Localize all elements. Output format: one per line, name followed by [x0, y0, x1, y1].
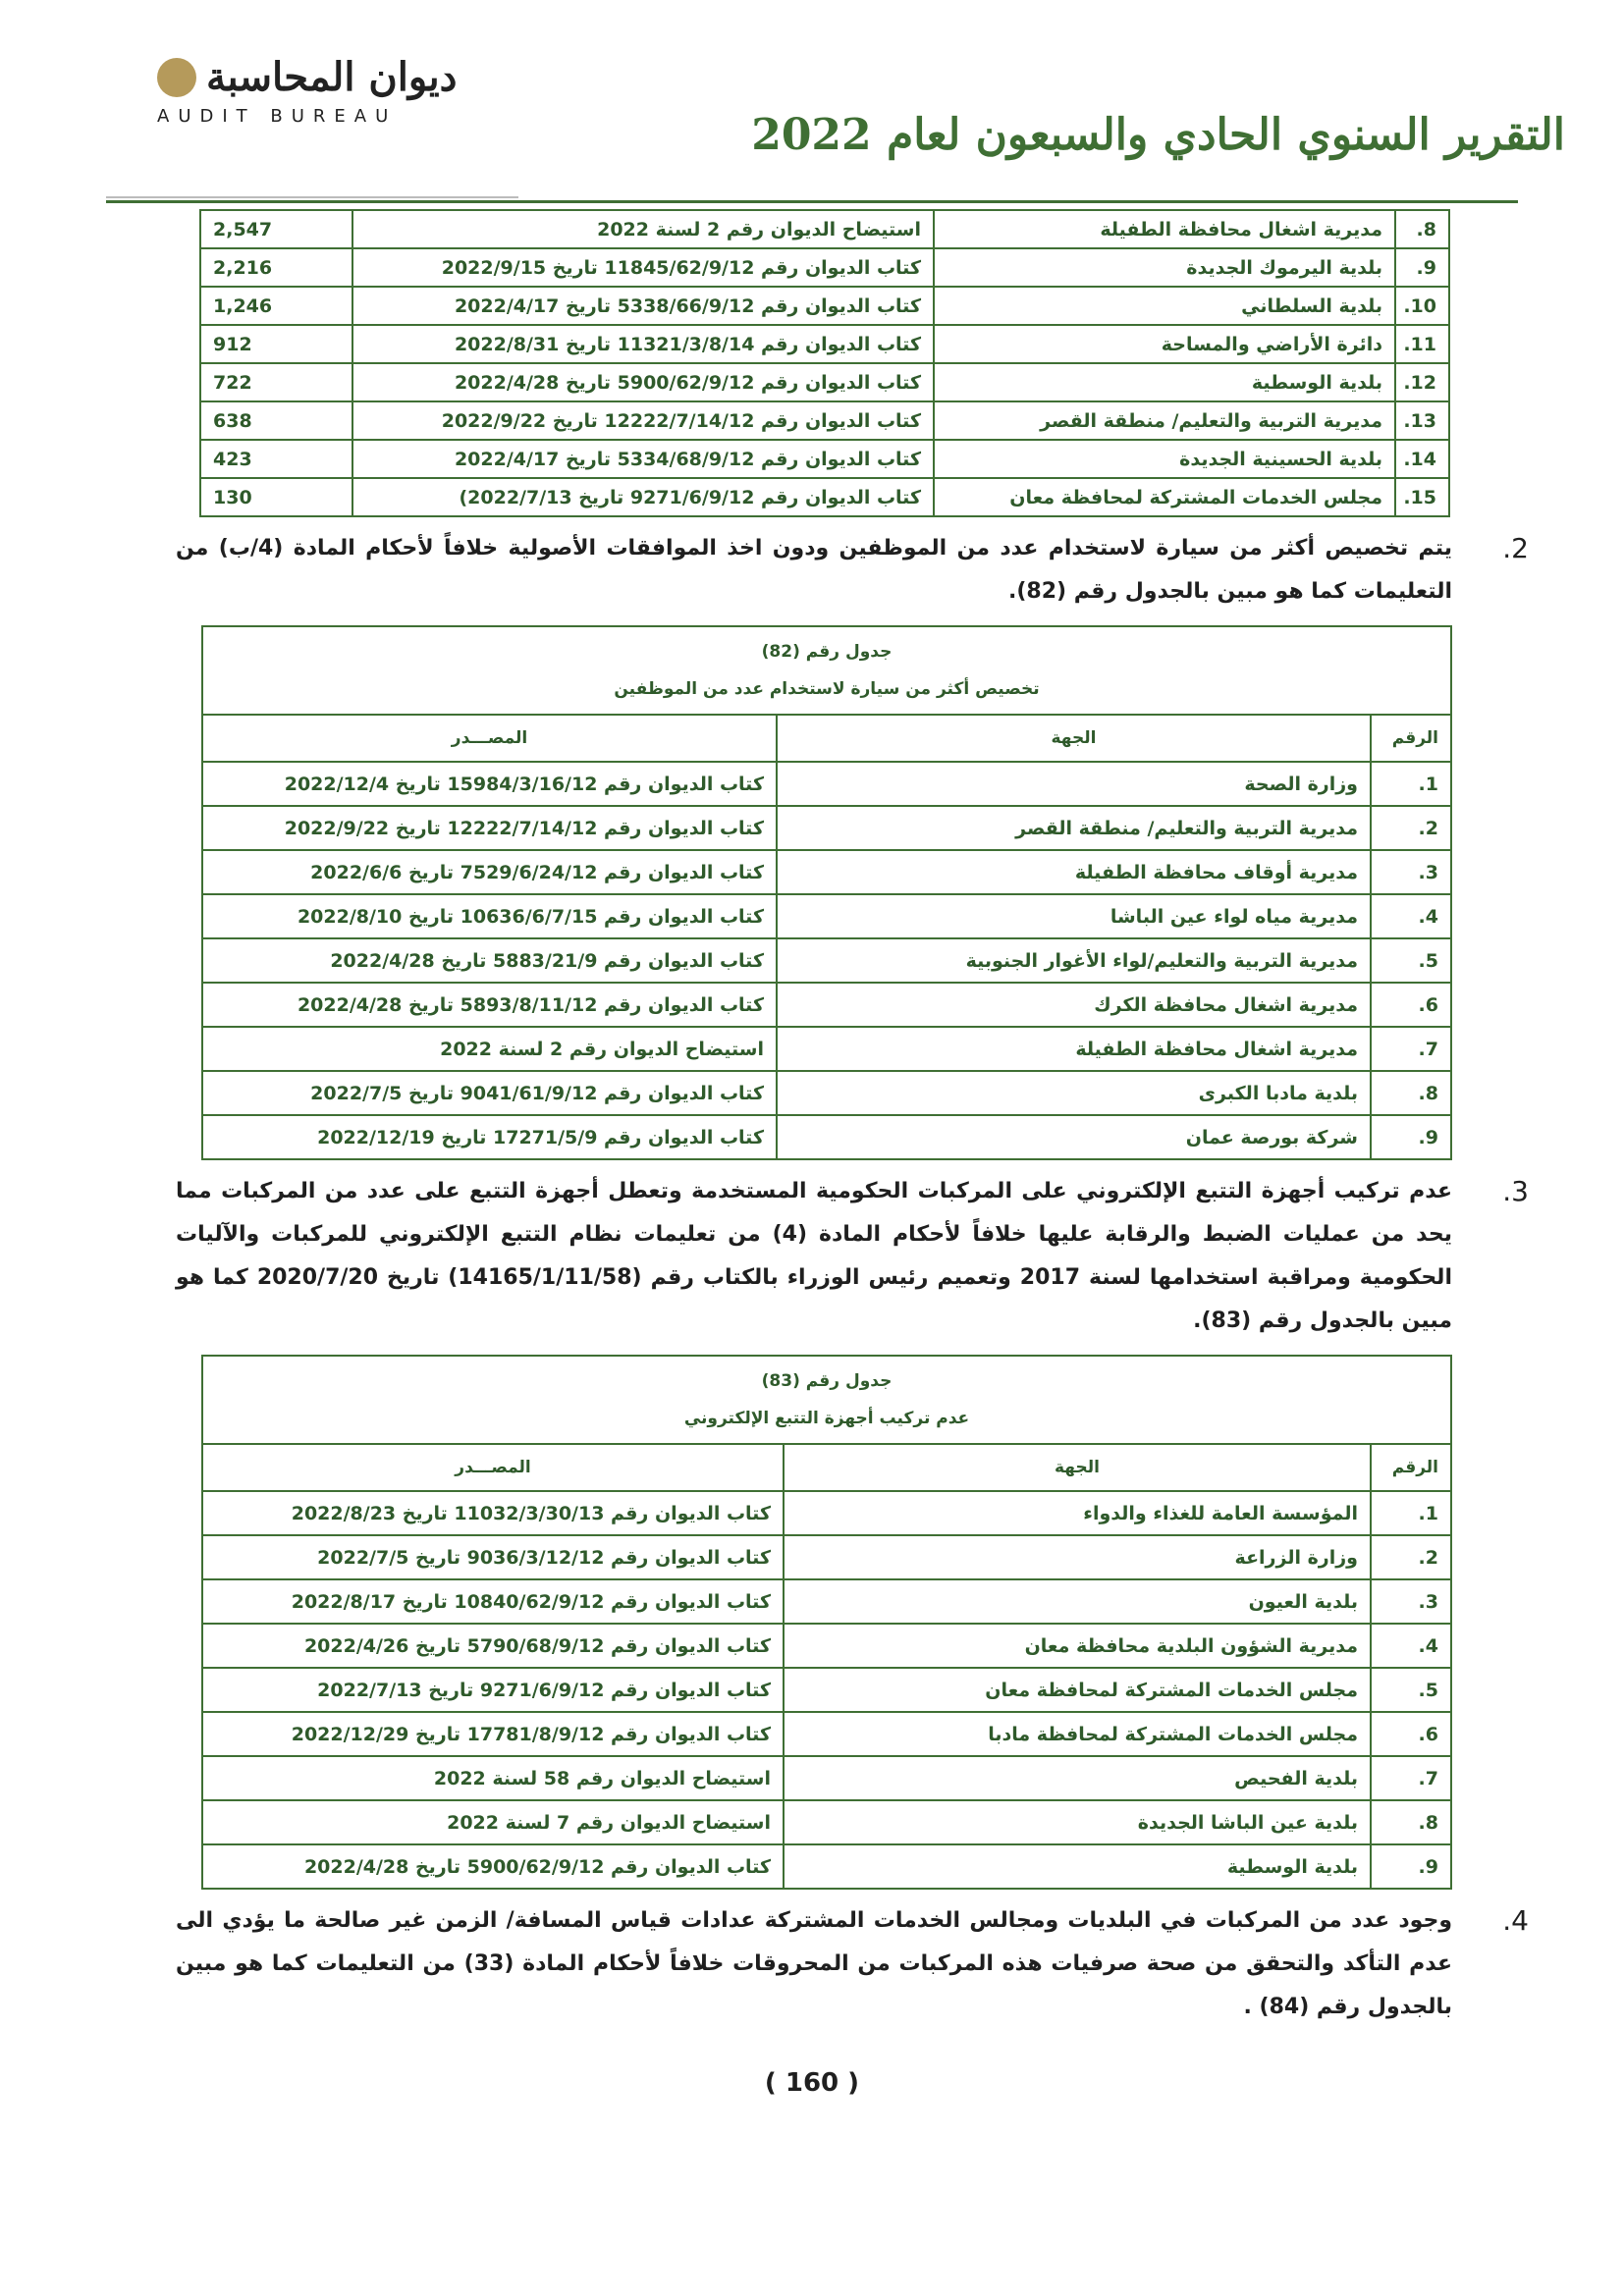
row-number: 7. — [1371, 1756, 1451, 1800]
entity-cell: مديرية التربية والتعليم/ منطقة القصر — [934, 401, 1395, 440]
seal-icon — [157, 58, 196, 97]
logo-arabic: ديوان المحاسبة — [206, 54, 458, 100]
entity-cell: بلدية الحسينية الجديدة — [934, 440, 1395, 478]
table-caption — [202, 1356, 1451, 1444]
row-number: 12. — [1395, 363, 1449, 401]
paragraph-text: وجود عدد من المركبات في البلديات ومجالس الخدمات المشتركة عدادات قياس المسافة/ الزمن غير صالحة ما يؤدي الى عدم التأكد والتحقق من صحة صرفيات هذه المركبات من المحروقات خلافاً لأحكام المادة (33) من التعليمات كما هو مبين بالجدول رقم (84) . — [176, 1908, 1452, 2019]
table-number: جدول رقم (82) — [761, 642, 893, 662]
entity-cell: مجلس الخدمات المشتركة لمحافظة معان — [784, 1668, 1371, 1712]
source-cell: كتاب الديوان رقم 5338/66/9/12 تاريخ 2022/4/17 — [352, 287, 934, 325]
value-cell: 638 — [200, 401, 352, 440]
entity-cell: بلدية العيون — [784, 1579, 1371, 1624]
source-cell: كتاب الديوان رقم 12222/7/14/12 تاريخ 2022/9/22 — [352, 401, 934, 440]
header-divider-light — [106, 196, 518, 198]
row-number: 9. — [1395, 248, 1449, 287]
table-row — [202, 1115, 1451, 1159]
source-cell: كتاب الديوان رقم 5900/62/9/12 تاريخ 2022/4/28 — [352, 363, 934, 401]
source-cell: استيضاح الديوان رقم 2 لسنة 2022 — [352, 210, 934, 248]
header-entity: الجهة — [784, 1444, 1371, 1491]
table-subtitle: تخصيص أكثر من سيارة لاستخدام عدد من الموظفين — [614, 679, 1040, 699]
table-82 — [201, 625, 1452, 1160]
header-source: المصـــدر — [202, 715, 777, 762]
source-cell: استيضاح الديوان رقم 2 لسنة 2022 — [202, 1027, 777, 1071]
entity-cell: مجلس الخدمات المشتركة لمحافظة مادبا — [784, 1712, 1371, 1756]
header-divider — [106, 200, 1518, 203]
entity-cell: بلدية الوسطية — [934, 363, 1395, 401]
table-row — [202, 1800, 1451, 1844]
row-number: 15. — [1395, 478, 1449, 516]
source-cell: كتاب الديوان رقم 5790/68/9/12 تاريخ 2022/4/26 — [202, 1624, 784, 1668]
source-cell: كتاب الديوان رقم 5893/8/11/12 تاريخ 2022/4/28 — [202, 983, 777, 1027]
entity-cell: مديرية التربية والتعليم/ منطقة القصر — [777, 806, 1371, 850]
logo-mark — [157, 54, 458, 100]
row-number: 7. — [1371, 1027, 1451, 1071]
table-continued — [199, 209, 1450, 517]
row-number: 6. — [1371, 983, 1451, 1027]
source-cell: كتاب الديوان رقم 9271/6/9/12 تاريخ 2022/7/13) — [352, 478, 934, 516]
source-cell: استيضاح الديوان رقم 58 لسنة 2022 — [202, 1756, 784, 1800]
table-83 — [201, 1355, 1452, 1890]
row-number: 3. — [1371, 850, 1451, 894]
paragraph-text: عدم تركيب أجهزة التتبع الإلكتروني على المركبات الحكومية المستخدمة وتعطل أجهزة التتبع على عدد من المركبات مما يحد من عمليات الضبط والرقابة عليها خلافاً لأحكام المادة (4) من تعليمات نظام التتبع الإلكتروني للمركبات والآليات الحكومية ومراقبة استخدامها لسنة 2017 وتعميم رئيس الوزراء بالكتاب رقم (14165/1/11/58) تاريخ 2020/7/20 كما هو مبين بالجدول رقم (83). — [176, 1179, 1452, 1333]
source-cell: كتاب الديوان رقم 5900/62/9/12 تاريخ 2022/4/28 — [202, 1844, 784, 1889]
table-row — [202, 1491, 1451, 1535]
table-row — [202, 1027, 1451, 1071]
row-number: 5. — [1371, 938, 1451, 983]
row-number: 10. — [1395, 287, 1449, 325]
source-cell: كتاب الديوان رقم 5883/21/9 تاريخ 2022/4/28 — [202, 938, 777, 983]
value-cell: 2,216 — [200, 248, 352, 287]
entity-cell: مديرية اشغال محافظة الطفيلة — [934, 210, 1395, 248]
audit-bureau-logo — [157, 54, 458, 127]
header-number: الرقم — [1371, 1444, 1451, 1491]
entity-cell: بلدية الفحيص — [784, 1756, 1371, 1800]
table-row — [202, 806, 1451, 850]
table-row — [202, 1712, 1451, 1756]
row-number: 2. — [1371, 806, 1451, 850]
table-row — [202, 938, 1451, 983]
table-row — [202, 1535, 1451, 1579]
table-subtitle: عدم تركيب أجهزة التتبع الإلكتروني — [683, 1409, 970, 1428]
entity-cell: مديرية مياه لواء عين الباشا — [777, 894, 1371, 938]
source-cell: كتاب الديوان رقم 10840/62/9/12 تاريخ 2022/8/17 — [202, 1579, 784, 1624]
page-content — [172, 209, 1529, 2098]
row-number: 4. — [1371, 894, 1451, 938]
table-row — [200, 325, 1449, 363]
header-source: المصـــدر — [202, 1444, 784, 1491]
entity-cell: وزارة الصحة — [777, 762, 1371, 806]
entity-cell: شركة بورصة عمان — [777, 1115, 1371, 1159]
source-cell: كتاب الديوان رقم 11032/3/30/13 تاريخ 2022/8/23 — [202, 1491, 784, 1535]
table-row — [202, 983, 1451, 1027]
table-row — [202, 762, 1451, 806]
table-row — [200, 363, 1449, 401]
table-number: جدول رقم (83) — [761, 1371, 893, 1391]
value-cell: 912 — [200, 325, 352, 363]
source-cell: كتاب الديوان رقم 9271/6/9/12 تاريخ 2022/7/13 — [202, 1668, 784, 1712]
row-number: 9. — [1371, 1844, 1451, 1889]
paragraph-3 — [176, 1170, 1529, 1343]
source-cell: كتاب الديوان رقم 9041/61/9/12 تاريخ 2022/7/5 — [202, 1071, 777, 1115]
entity-cell: مديرية أوقاف محافظة الطفيلة — [777, 850, 1371, 894]
table-row — [200, 248, 1449, 287]
value-cell: 130 — [200, 478, 352, 516]
row-number: 13. — [1395, 401, 1449, 440]
row-number: 1. — [1371, 762, 1451, 806]
entity-cell: مديرية الشؤون البلدية محافظة معان — [784, 1624, 1371, 1668]
row-number: 2. — [1371, 1535, 1451, 1579]
report-title: التقرير السنوي الحادي والسبعون لعام 2022 — [751, 110, 1565, 160]
table-row — [202, 1624, 1451, 1668]
row-number: 8. — [1371, 1800, 1451, 1844]
table-row — [200, 440, 1449, 478]
source-cell: استيضاح الديوان رقم 7 لسنة 2022 — [202, 1800, 784, 1844]
source-cell: كتاب الديوان رقم 17271/5/9 تاريخ 2022/12/19 — [202, 1115, 777, 1159]
table-row — [200, 478, 1449, 516]
entity-cell: مديرية التربية والتعليم/لواء الأغوار الجنوبية — [777, 938, 1371, 983]
entity-cell: وزارة الزراعة — [784, 1535, 1371, 1579]
row-number: 6. — [1371, 1712, 1451, 1756]
value-cell: 722 — [200, 363, 352, 401]
table-row — [202, 1071, 1451, 1115]
header-number: الرقم — [1371, 715, 1451, 762]
entity-cell: بلدية عين الباشا الجديدة — [784, 1800, 1371, 1844]
entity-cell: دائرة الأراضي والمساحة — [934, 325, 1395, 363]
paragraph-text: يتم تخصيص أكثر من سيارة لاستخدام عدد من الموظفين ودون اخذ الموافقات الأصولية خلافاً لأحكام المادة (4/ب) من التعليمات كما هو مبين بالجدول رقم (82). — [176, 536, 1452, 604]
row-number: 11. — [1395, 325, 1449, 363]
table-row — [202, 1756, 1451, 1800]
row-number: 14. — [1395, 440, 1449, 478]
source-cell: كتاب الديوان رقم 11321/3/8/14 تاريخ 2022/8/31 — [352, 325, 934, 363]
source-cell: كتاب الديوان رقم 12222/7/14/12 تاريخ 2022/9/22 — [202, 806, 777, 850]
table-row — [200, 287, 1449, 325]
table-row — [202, 1579, 1451, 1624]
table-row — [202, 850, 1451, 894]
source-cell: كتاب الديوان رقم 9036/3/12/12 تاريخ 2022/7/5 — [202, 1535, 784, 1579]
source-cell: كتاب الديوان رقم 15984/3/16/12 تاريخ 2022/12/4 — [202, 762, 777, 806]
row-number: 5. — [1371, 1668, 1451, 1712]
table-row — [202, 1844, 1451, 1889]
table-row — [200, 210, 1449, 248]
paragraph-4 — [176, 1899, 1529, 2029]
entity-cell: المؤسسة العامة للغذاء والدواء — [784, 1491, 1371, 1535]
page-number: ( 160 ) — [764, 2068, 860, 2098]
value-cell: 1,246 — [200, 287, 352, 325]
row-number: 4. — [1371, 1624, 1451, 1668]
table-caption — [202, 626, 1451, 715]
entity-cell: بلدية السلطاني — [934, 287, 1395, 325]
item-number: 3. — [1502, 1175, 1529, 1207]
source-cell: كتاب الديوان رقم 7529/6/24/12 تاريخ 2022/6/6 — [202, 850, 777, 894]
source-cell: كتاب الديوان رقم 5334/68/9/12 تاريخ 2022/4/17 — [352, 440, 934, 478]
table-row — [200, 401, 1449, 440]
row-number: 8. — [1371, 1071, 1451, 1115]
header-entity: الجهة — [777, 715, 1371, 762]
entity-cell: مديرية اشغال محافظة الطفيلة — [777, 1027, 1371, 1071]
table-row — [202, 894, 1451, 938]
source-cell: كتاب الديوان رقم 11845/62/9/12 تاريخ 2022/9/15 — [352, 248, 934, 287]
entity-cell: مجلس الخدمات المشتركة لمحافظة معان — [934, 478, 1395, 516]
source-cell: كتاب الديوان رقم 17781/8/9/12 تاريخ 2022/12/29 — [202, 1712, 784, 1756]
row-number: 9. — [1371, 1115, 1451, 1159]
entity-cell: مديرية اشغال محافظة الكرك — [777, 983, 1371, 1027]
value-cell: 2,547 — [200, 210, 352, 248]
entity-cell: بلدية مادبا الكبرى — [777, 1071, 1371, 1115]
paragraph-2 — [176, 527, 1529, 614]
table-row — [202, 1668, 1451, 1712]
item-number: 4. — [1502, 1904, 1529, 1937]
entity-cell: بلدية اليرموك الجديدة — [934, 248, 1395, 287]
entity-cell: بلدية الوسطية — [784, 1844, 1371, 1889]
row-number: 1. — [1371, 1491, 1451, 1535]
item-number: 2. — [1502, 532, 1529, 564]
logo-english: AUDIT BUREAU — [157, 106, 398, 127]
value-cell: 423 — [200, 440, 352, 478]
row-number: 8. — [1395, 210, 1449, 248]
source-cell: كتاب الديوان رقم 10636/6/7/15 تاريخ 2022/8/10 — [202, 894, 777, 938]
row-number: 3. — [1371, 1579, 1451, 1624]
